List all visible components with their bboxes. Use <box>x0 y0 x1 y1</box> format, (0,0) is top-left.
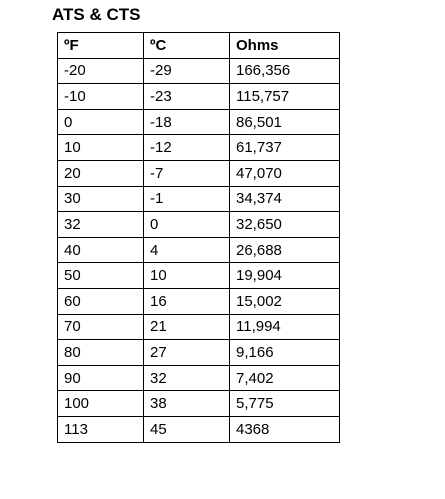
cell-fahrenheit: 10 <box>58 135 144 161</box>
cell-fahrenheit: 30 <box>58 186 144 212</box>
cell-ohms: 5,775 <box>230 391 340 417</box>
cell-fahrenheit: 32 <box>58 212 144 238</box>
cell-celsius: -7 <box>144 160 230 186</box>
table-row <box>58 84 340 110</box>
cell-fahrenheit: 90 <box>58 365 144 391</box>
cell-celsius: 27 <box>144 340 230 366</box>
cell-ohms: 11,994 <box>230 314 340 340</box>
table-row <box>58 365 340 391</box>
table-row <box>58 263 340 289</box>
table-row <box>58 135 340 161</box>
table-row <box>58 288 340 314</box>
cell-celsius: 16 <box>144 288 230 314</box>
cell-celsius: -23 <box>144 84 230 110</box>
cell-fahrenheit: -10 <box>58 84 144 110</box>
table-row <box>58 340 340 366</box>
cell-ohms: 9,166 <box>230 340 340 366</box>
table-row <box>58 237 340 263</box>
cell-fahrenheit: 70 <box>58 314 144 340</box>
cell-celsius: 4 <box>144 237 230 263</box>
table-row <box>58 186 340 212</box>
cell-celsius: 10 <box>144 263 230 289</box>
cell-ohms: 19,904 <box>230 263 340 289</box>
resistance-table <box>57 32 340 443</box>
cell-celsius: 0 <box>144 212 230 238</box>
page-title: ATS & CTS <box>52 5 141 24</box>
cell-fahrenheit: 50 <box>58 263 144 289</box>
cell-ohms: 34,374 <box>230 186 340 212</box>
cell-fahrenheit: 40 <box>58 237 144 263</box>
cell-fahrenheit: -20 <box>58 58 144 84</box>
cell-celsius: 38 <box>144 391 230 417</box>
cell-ohms: 32,650 <box>230 212 340 238</box>
cell-ohms: 7,402 <box>230 365 340 391</box>
cell-ohms: 61,737 <box>230 135 340 161</box>
cell-fahrenheit: 20 <box>58 160 144 186</box>
cell-fahrenheit: 113 <box>58 416 144 442</box>
table-row <box>58 391 340 417</box>
table-row <box>58 416 340 442</box>
table-row <box>58 314 340 340</box>
table-header-row <box>58 33 340 59</box>
cell-ohms: 47,070 <box>230 160 340 186</box>
cell-celsius: -1 <box>144 186 230 212</box>
table-row <box>58 58 340 84</box>
column-header-celsius: ºC <box>144 33 230 59</box>
table-row <box>58 109 340 135</box>
cell-celsius: 32 <box>144 365 230 391</box>
cell-ohms: 166,356 <box>230 58 340 84</box>
column-header-ohms: Ohms <box>230 33 340 59</box>
table-row <box>58 160 340 186</box>
cell-ohms: 86,501 <box>230 109 340 135</box>
cell-ohms: 15,002 <box>230 288 340 314</box>
cell-fahrenheit: 80 <box>58 340 144 366</box>
cell-ohms: 26,688 <box>230 237 340 263</box>
cell-fahrenheit: 60 <box>58 288 144 314</box>
table-row <box>58 212 340 238</box>
cell-celsius: -12 <box>144 135 230 161</box>
cell-ohms: 4368 <box>230 416 340 442</box>
cell-celsius: 21 <box>144 314 230 340</box>
cell-fahrenheit: 0 <box>58 109 144 135</box>
cell-fahrenheit: 100 <box>58 391 144 417</box>
cell-ohms: 115,757 <box>230 84 340 110</box>
cell-celsius: -18 <box>144 109 230 135</box>
column-header-fahrenheit: ºF <box>58 33 144 59</box>
cell-celsius: 45 <box>144 416 230 442</box>
cell-celsius: -29 <box>144 58 230 84</box>
